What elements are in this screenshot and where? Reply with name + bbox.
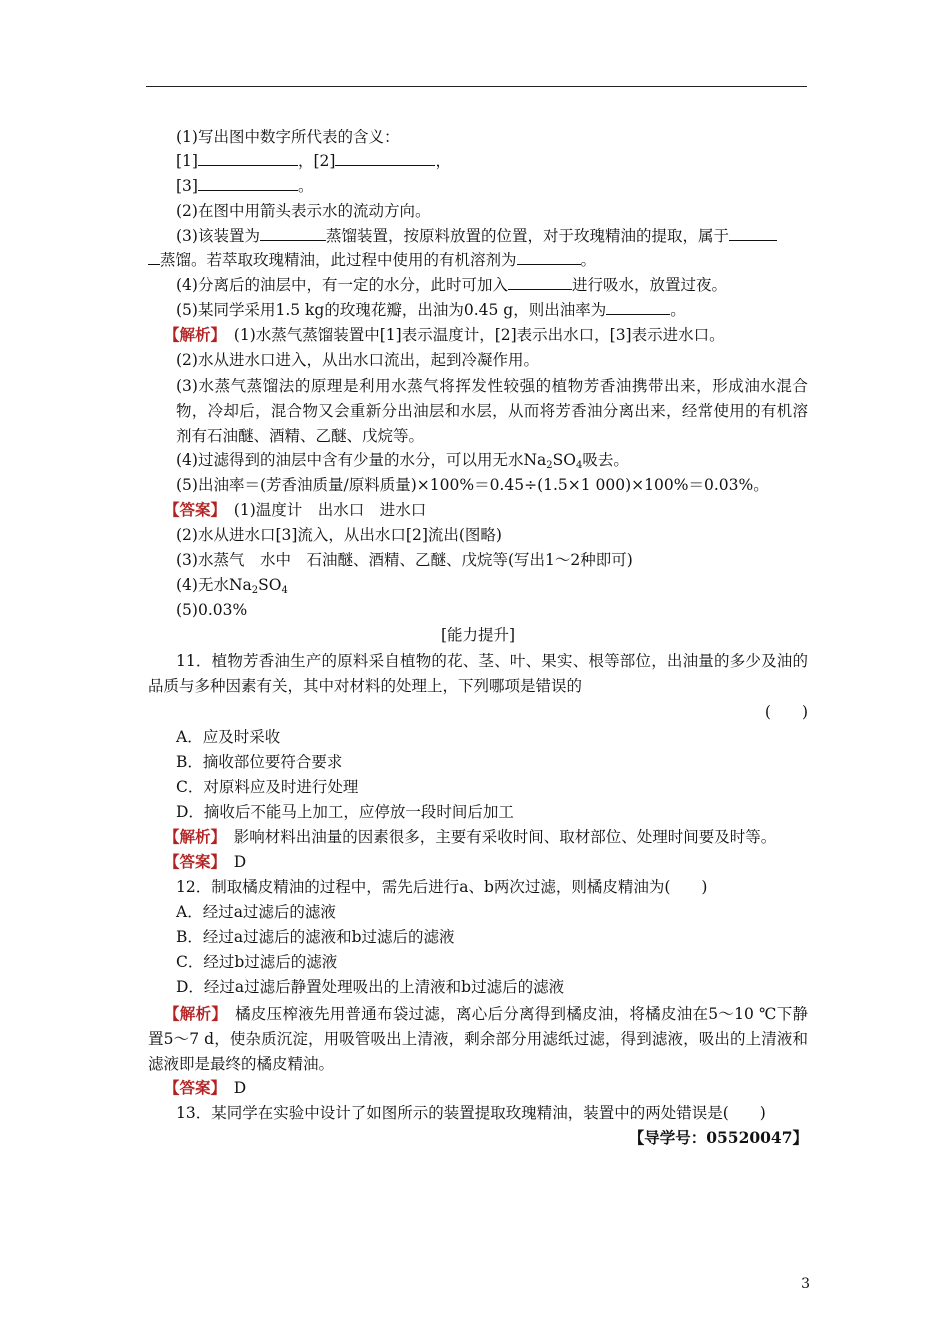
blank-label-1: [1] xyxy=(176,152,198,170)
q12-answer xyxy=(164,1077,808,1099)
punct: 。 xyxy=(297,177,314,195)
text: 吸去。 xyxy=(582,451,629,469)
analysis-tag: 【解析】 xyxy=(164,325,219,344)
text: 进行吸水，放置过夜。 xyxy=(571,276,727,294)
answer-blank-5-cont[interactable] xyxy=(148,250,160,265)
punct: 。 xyxy=(670,301,686,319)
q12-option-b[interactable]: B．经过a过滤后的滤液和b过滤后的滤液 xyxy=(176,928,455,946)
answer-tag: 【答案】 xyxy=(164,852,219,871)
text: (4)分离后的油层中，有一定的水分，此时可加入 xyxy=(176,276,508,294)
q10-analysis-3 xyxy=(176,374,808,449)
q10-part4 xyxy=(176,274,808,296)
q11-option-a[interactable]: A．应及时采收 xyxy=(176,728,281,746)
page-number: 3 xyxy=(801,1276,810,1292)
text: (4)过滤得到的油层中含有少量的水分，可以用无水Na xyxy=(176,451,547,469)
subscript: 2 xyxy=(546,460,553,471)
answer-blank-8[interactable] xyxy=(606,300,670,315)
text: SO xyxy=(552,451,576,469)
q11-paren: ( ) xyxy=(764,703,808,721)
text: 蒸馏。若萃取玫瑰精油，此过程中使用的有机溶剂为 xyxy=(160,251,517,269)
text: (5)某同学采用1.5 kg的玫瑰花瓣，出油为0.45 g，则出油率为 xyxy=(176,301,607,319)
q10-part1: (1)写出图中数字所代表的含义： xyxy=(176,128,400,146)
punct: ， xyxy=(435,152,451,170)
q12-option-c[interactable]: C．经过b过滤后的滤液 xyxy=(176,953,338,971)
answer-blank-1[interactable] xyxy=(198,151,298,166)
q10-answer-2: (2)水从进水口[3]流入，从出水口[2]流出(图略) xyxy=(176,526,502,544)
q10-answer-4 xyxy=(176,574,808,602)
subscript: 4 xyxy=(281,585,288,596)
q10-part3-line2 xyxy=(148,249,808,271)
q10-answer-5: (5)0.03% xyxy=(176,601,248,619)
q10-blanks-line1 xyxy=(176,150,808,172)
q10-part5 xyxy=(176,299,808,321)
answer-tag: 【答案】 xyxy=(164,500,219,519)
q12-option-d[interactable]: D．经过a过滤后静置处理吸出的上清液和b过滤后的滤液 xyxy=(176,978,565,996)
answer-blank-3[interactable] xyxy=(198,176,298,191)
text: 11．植物芳香油生产的原料采自植物的花、茎、叶、果实、根等部位，出油量的多少及油的品质与多种因素有关，其中对材料的处理上，下列哪项是错误的 xyxy=(148,652,808,695)
answer-tag: 【答案】 xyxy=(164,1078,219,1097)
header-rule xyxy=(146,86,807,87)
q10-analysis-2: (2)水从进水口进入，从出水口流出，起到冷凝作用。 xyxy=(176,351,539,369)
q11-option-d[interactable]: D．摘收后不能马上加工，应停放一段时间后加工 xyxy=(176,803,514,821)
q11-answer xyxy=(164,851,808,873)
q12-analysis xyxy=(148,1001,808,1077)
answer-blank-4[interactable] xyxy=(260,226,326,241)
blank-label-3: [3] xyxy=(176,177,198,195)
q13-stem: 13．某同学在实验中设计了如图所示的装置提取玫瑰精油，装置中的两处错误是( ) xyxy=(176,1104,766,1122)
text: 蒸馏装置，按原料放置的位置，对于玫瑰精油的提取，属于 xyxy=(325,227,729,245)
text: (3)水蒸气蒸馏法的原理是利用水蒸气将挥发性较强的植物芳香油携带出来，形成油水混合物，冷却后，混合物又会重新分出油层和水层，从而将芳香油分离出来，经常使用的有机溶剂有石油醚、酒精、乙醚、戊烷等。 xyxy=(176,377,808,445)
text: (1)水蒸气蒸馏装置中[1]表示温度计，[2]表示出水口，[3]表示进水口。 xyxy=(233,326,725,344)
q10-analysis-1 xyxy=(164,324,808,346)
q10-part3-line1 xyxy=(176,225,808,247)
text: SO xyxy=(258,576,282,594)
blank-label-2: ，[2] xyxy=(297,152,336,170)
subscript: 4 xyxy=(575,460,583,471)
text: (1)温度计 出水口 进水口 xyxy=(233,501,427,519)
section-title: [能力提升] xyxy=(440,626,516,644)
text: (4)无水Na xyxy=(176,576,252,594)
q11-option-c[interactable]: C．对原料应及时进行处理 xyxy=(176,778,359,796)
analysis-tag: 【解析】 xyxy=(164,827,219,846)
q10-answer-1 xyxy=(164,499,808,521)
analysis-tag: 【解析】 xyxy=(164,1004,220,1023)
text: (3)该装置为 xyxy=(176,227,260,245)
answer-blank-6[interactable] xyxy=(517,250,581,265)
text: D xyxy=(233,853,247,871)
q10-answer-3: (3)水蒸气 水中 石油醚、酒精、乙醚、戊烷等(写出1～2种即可) xyxy=(176,551,633,569)
subscript: 2 xyxy=(251,585,259,596)
q13-guide-number: 【导学号：05520047】 xyxy=(628,1128,808,1147)
text: 橘皮压榨液先用普通布袋过滤，离心后分离得到橘皮油，将橘皮油在5～10 ℃下静置5～7 d，使杂质沉淀，用吸管吸出上清液，剩余部分用滤纸过滤，得到滤液，吸出的上清液和滤液即是最终的橘皮精油。 xyxy=(148,1005,808,1073)
q12-option-a[interactable]: A．经过a过滤后的滤液 xyxy=(176,903,336,921)
answer-blank-7[interactable] xyxy=(508,275,572,290)
q10-part2: (2)在图中用箭头表示水的流动方向。 xyxy=(176,202,431,220)
q11-analysis xyxy=(164,826,808,848)
q11-option-b[interactable]: B．摘收部位要符合要求 xyxy=(176,753,343,771)
punct: 。 xyxy=(580,251,597,269)
text: D xyxy=(233,1079,247,1097)
answer-blank-2[interactable] xyxy=(335,151,435,166)
text: 影响材料出油量的因素很多，主要有采收时间、取材部位、处理时间要及时等。 xyxy=(233,828,777,846)
answer-blank-5[interactable] xyxy=(729,226,777,241)
q10-analysis-4 xyxy=(176,449,808,477)
q10-blanks-line2 xyxy=(176,175,808,197)
q10-analysis-5: (5)出油率＝(芳香油质量/原料质量)×100%＝0.45÷(1.5×1 000)×100%＝0.03%。 xyxy=(176,476,769,494)
q12-stem: 12．制取橘皮精油的过程中，需先后进行a、b两次过滤，则橘皮精油为( ) xyxy=(176,878,708,896)
q11-stem xyxy=(148,649,808,699)
